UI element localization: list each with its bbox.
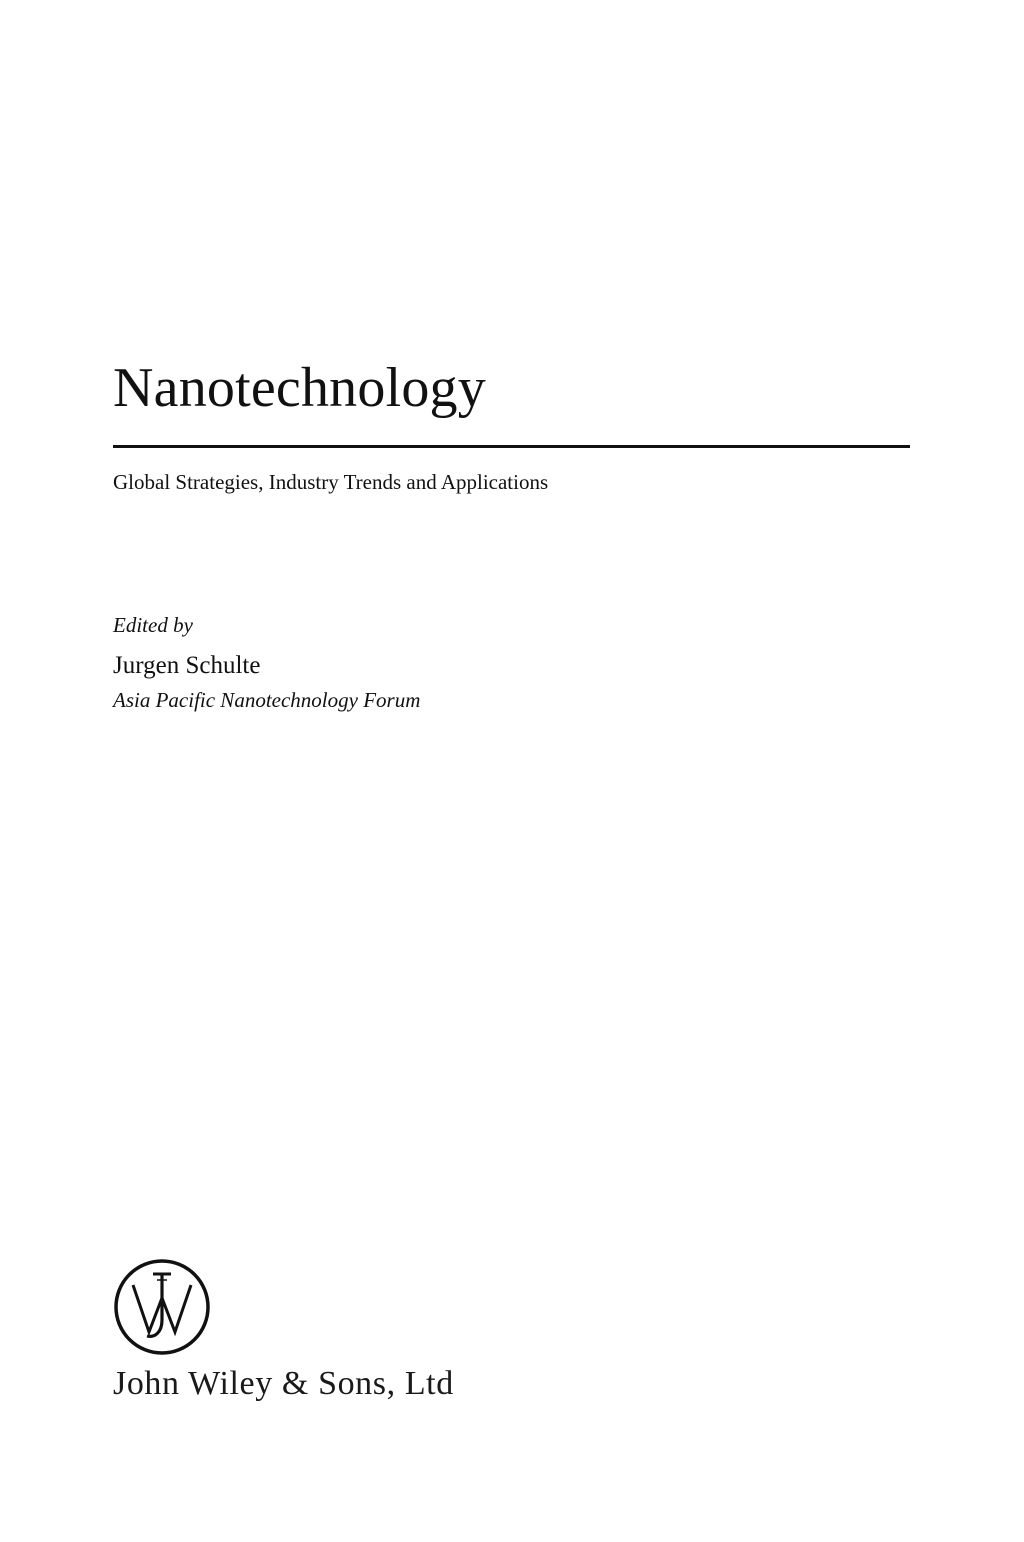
edited-by-label: Edited by	[113, 613, 193, 637]
editor-name: Jurgen Schulte	[113, 652, 261, 679]
book-title: Nanotechnology	[113, 357, 486, 419]
title-divider	[113, 445, 910, 448]
book-subtitle: Global Strategies, Industry Trends and Applications	[113, 470, 549, 494]
wiley-logo-icon	[113, 1258, 211, 1356]
publisher-name: John Wiley & Sons, Ltd	[113, 1365, 454, 1402]
editor-affiliation: Asia Pacific Nanotechnology Forum	[113, 688, 421, 712]
